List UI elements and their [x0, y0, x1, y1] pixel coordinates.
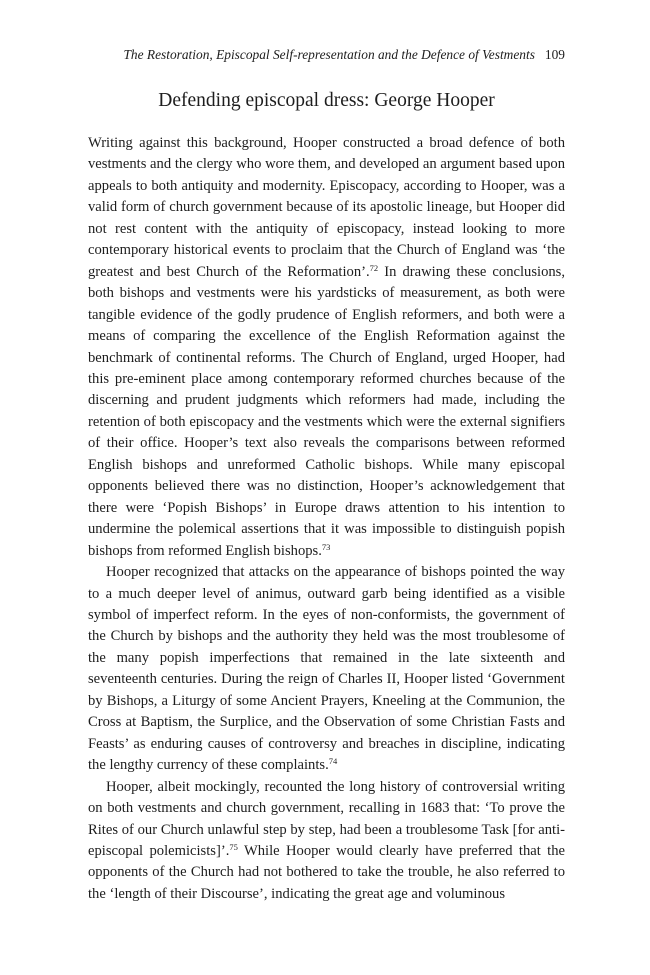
running-title: The Restoration, Episcopal Self-representation and the Defence of Vestments — [123, 47, 535, 62]
footnote-ref[interactable]: 73 — [321, 541, 331, 552]
footnote-ref[interactable]: 74 — [328, 756, 338, 767]
paragraph — [88, 562, 565, 777]
running-head — [88, 46, 565, 64]
paragraph-text: While Hooper would clearly have preferred that the opponents of the Church had not bothered to take the trouble, he also referred to the ‘length of their Discourse’, indicating the great age and voluminous — [88, 842, 565, 902]
body-text — [88, 133, 565, 905]
paragraph-text: In drawing these conclusions, both bishops and vestments were his yardsticks of measurement, as both were tangible evidence of the godly prudence of English reformers, and both were a means of comparing the excellence of the English Reformation against the benchmark of continental reforms. The Church of England, urged Hooper, had this pre-eminent place among contemporary reformed churches because of the discerning and prudent judgments which reformers had made, including the retention of both episcopacy and the vestments which were the external signifiers of their office. Hooper’s text also reveals the comparisons between reformed English bishops and unreformed Catholic bishops. While many episcopal opponents believed there was no distinction, Hooper’s acknowledgement that there were ‘Popish Bishops’ in Europe draws attention to his intention to undermine the polemical assertions that it was impossible to distinguish popish bishops from reformed English bishops. — [88, 263, 565, 559]
paragraph — [88, 777, 565, 906]
footnote-ref[interactable]: 75 — [229, 841, 238, 852]
paragraph-text: Hooper recognized that attacks on the appearance of bishops pointed the way to a much deeper level of animus, outward garb being identified as a visible symbol of imperfect reform. In the eyes of non-conformists, the government of the Church by bishops and the authority they held was the most troublesome of the many popish imperfections that remained in the late sixteenth and seventeenth centuries. During the reign of Charles II, Hooper listed ‘Government by Bishops, a Liturgy of some Ancient Prayers, Kneeling at the Communion, the Cross at Baptism, the Surplice, and the Observation of some Christian Fasts and Feasts’ as enduring causes of controversy and breaches in discipline, indicating the lengthy currency of these complaints. — [88, 564, 565, 774]
paragraph-text: Hooper, albeit mockingly, recounted the long history of controversial writing on both vestments and church government, recalling in 1683 that: ‘To prove the Rites of our Church unlawful step by step, had been a troublesome Task [for anti-episcopal polemicists]’. — [88, 778, 565, 859]
paragraph-text: Writing against this background, Hooper constructed a broad defence of both vestments and the clergy who wore them, and developed an argument based upon appeals to both antiquity and modernity. Episcopacy, according to Hooper, was a valid form of church government because of its apostolic lineage, but Hooper did not rest content with the antiquity of episcopacy, instead looking to more contemporary historical events to proclaim that the Church of England was ‘the greatest and best Church of the Reformation’. — [88, 135, 565, 280]
page-number: 109 — [544, 47, 565, 62]
paragraph — [88, 133, 565, 562]
section-heading: Defending episcopal dress: George Hooper — [158, 90, 495, 111]
footnote-ref[interactable]: 72 — [369, 262, 379, 273]
